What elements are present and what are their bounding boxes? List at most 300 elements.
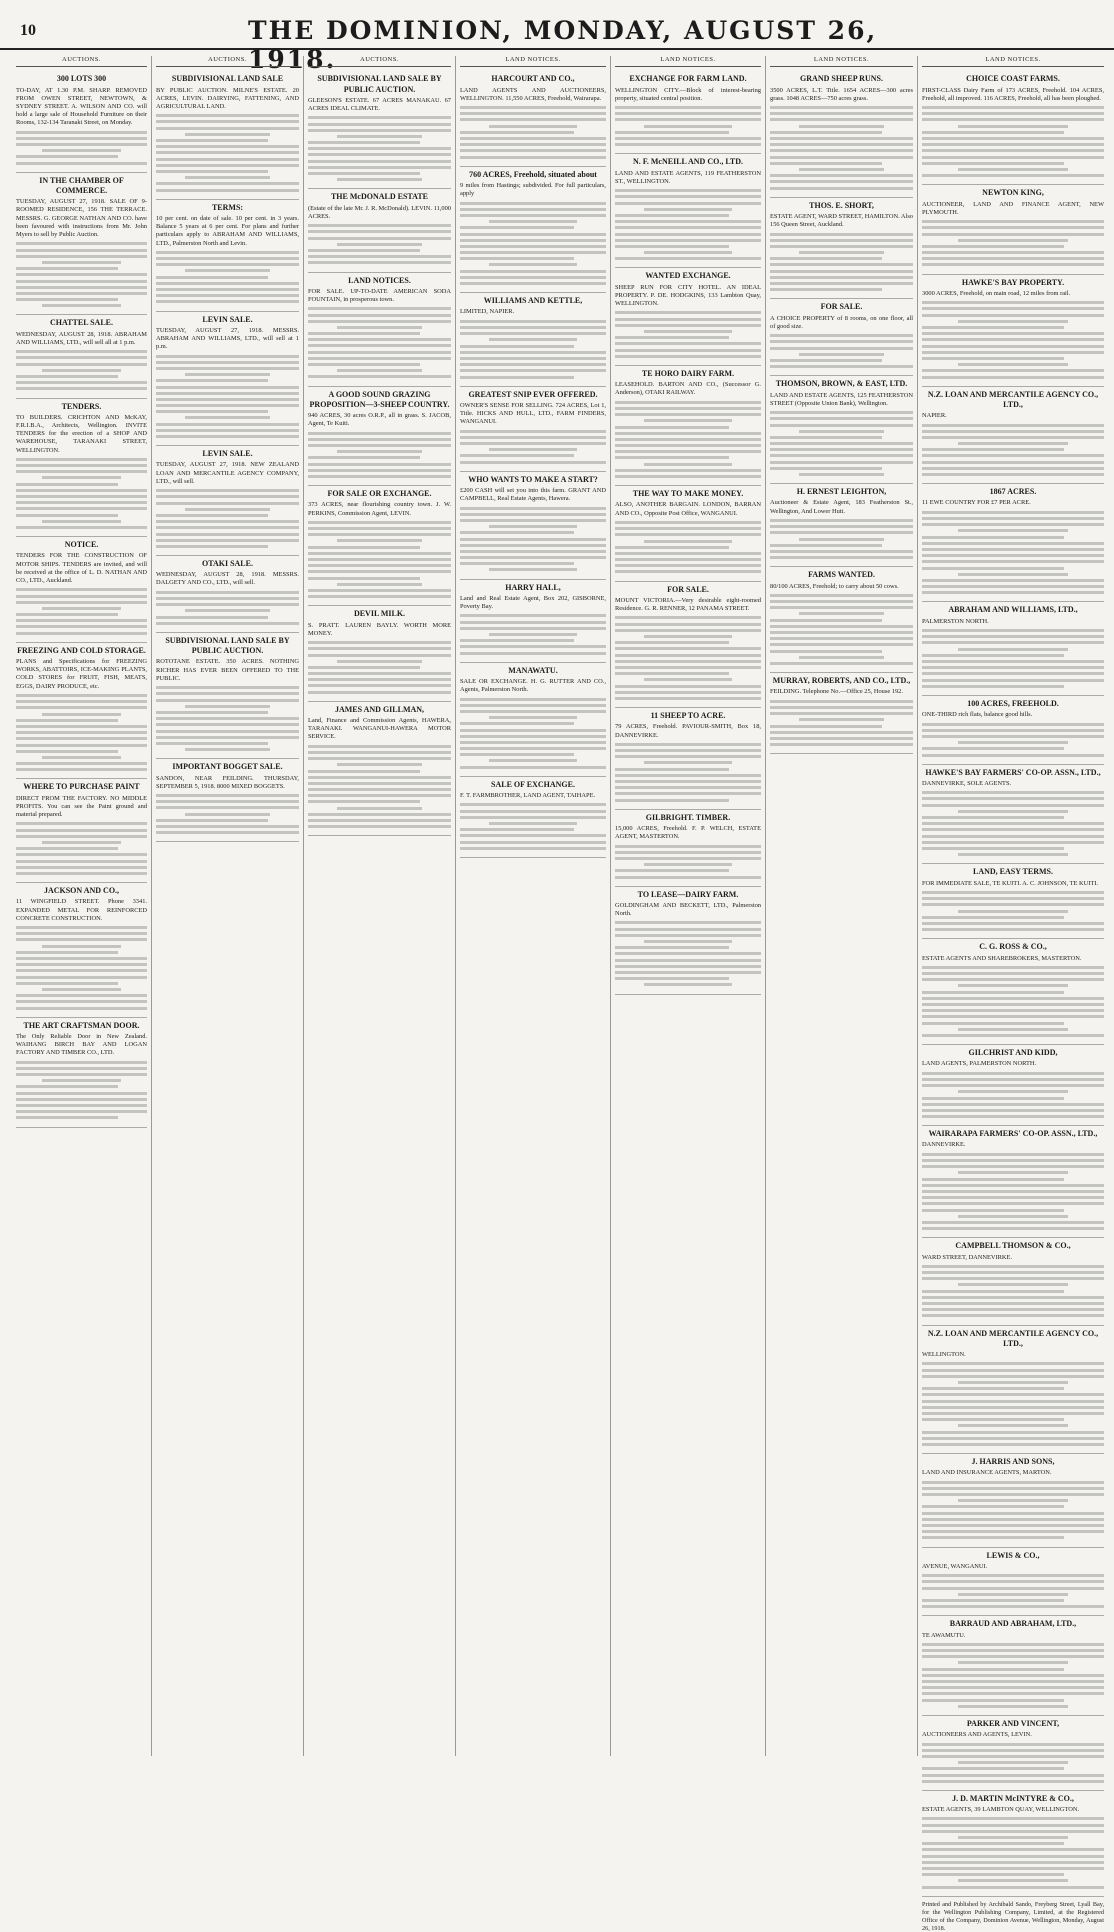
text-line	[770, 187, 913, 190]
text-line	[16, 464, 147, 467]
text-line	[460, 841, 606, 844]
ad-body: DANNEVIRKE, SOLE AGENTS.	[922, 779, 1012, 787]
text-line	[16, 860, 147, 863]
ad-heading: EXCHANGE FOR FARM LAND.	[629, 74, 747, 84]
text-line	[460, 556, 606, 559]
text-line	[42, 841, 121, 844]
text-line	[922, 841, 1104, 844]
ad-fine-print	[308, 521, 451, 598]
text-line	[922, 245, 1064, 248]
text-line	[42, 756, 121, 759]
text-line	[922, 997, 1104, 1000]
text-line	[156, 686, 299, 689]
ad-heading: N.Z. LOAN AND MERCANTILE AGENCY CO., LTD.,	[927, 1328, 1099, 1348]
ad-fine-print	[460, 320, 606, 379]
text-line	[16, 526, 147, 529]
advertisement	[460, 71, 606, 166]
text-line	[156, 355, 299, 358]
ad-body: WEDNESDAY, AUGUST 28, 1918. ABRAHAM AND WILLIAMS, LTD., will sell all at 1 p.m.	[16, 330, 147, 346]
text-line	[922, 548, 1104, 551]
text-line	[770, 365, 913, 368]
ad-fine-print	[460, 106, 606, 159]
column-6	[766, 56, 918, 1756]
text-line	[156, 361, 299, 364]
ad-body: ALSO, ANOTHER BARGAIN. LONDON, BARRAN AND CO., Opposite Post Office, WANGANUI.	[615, 501, 761, 517]
text-line	[156, 533, 299, 536]
ad-body: WEDNESDAY, AUGUST 28, 1918. MESSRS. DALGETY AND CO., LTD., will sell.	[156, 571, 299, 587]
text-line	[308, 261, 451, 264]
text-line	[460, 351, 606, 354]
column-4	[456, 56, 611, 1756]
text-line	[615, 533, 761, 536]
advertisement	[16, 883, 147, 1018]
advertisement	[922, 71, 1104, 185]
text-line	[615, 438, 761, 441]
text-line	[958, 320, 1067, 323]
text-line	[922, 1227, 1104, 1230]
text-line	[615, 413, 761, 416]
text-line	[922, 156, 1104, 159]
ad-body: LEASEHOLD. BARTON AND CO., (Successor G. Anderson), OTAKI RAILWAY.	[615, 381, 761, 397]
text-line	[156, 526, 299, 529]
ad-heading: IN THE CHAMBER OF COMMERCE.	[39, 175, 124, 196]
text-line	[156, 158, 299, 161]
text-line	[16, 619, 147, 622]
text-line	[770, 180, 913, 183]
text-line	[460, 214, 606, 217]
ad-heading: JAMES AND GILLMAN,	[334, 704, 425, 714]
text-line	[615, 189, 761, 192]
text-line	[308, 813, 451, 816]
ad-body: ESTATE AGENTS AND SHAREBROKERS, MASTERTON.	[922, 954, 1082, 962]
text-line	[16, 872, 147, 875]
ad-fine-print	[922, 301, 1104, 378]
text-line	[460, 729, 606, 732]
text-line	[460, 332, 606, 335]
text-line	[615, 749, 761, 752]
ad-fine-print	[615, 311, 761, 357]
text-line	[460, 614, 606, 617]
advertisement	[16, 643, 147, 780]
text-line	[922, 897, 1104, 900]
text-line	[922, 797, 1104, 800]
ad-body: TE AWAMUTU.	[922, 1631, 966, 1639]
text-line	[615, 654, 761, 657]
text-line	[922, 978, 1104, 981]
text-line	[308, 552, 451, 555]
text-line	[185, 705, 271, 708]
text-line	[16, 1061, 147, 1064]
ad-fine-print	[922, 629, 1104, 688]
advertisement	[615, 154, 761, 268]
text-line	[615, 311, 761, 314]
text-line	[922, 1202, 1104, 1205]
ad-fine-print	[16, 588, 147, 634]
advertisement	[615, 810, 761, 887]
text-line	[615, 755, 761, 758]
text-line	[308, 788, 451, 791]
text-line	[308, 344, 451, 347]
text-line	[489, 525, 577, 528]
ad-heading: NEWTON KING,	[982, 188, 1044, 198]
ad-heading: ABRAHAM AND WILLIAMS, LTD.,	[948, 605, 1078, 615]
ad-heading: HAWKE'S BAY FARMERS' CO-OP. ASSN., LTD.,	[925, 767, 1101, 777]
text-line	[922, 1668, 1064, 1671]
advertisement	[615, 486, 761, 581]
text-line	[308, 745, 451, 748]
advertisement	[460, 580, 606, 663]
ad-heading: FREEZING AND COLD STORAGE.	[17, 645, 146, 655]
text-line	[922, 1780, 1104, 1783]
text-line	[460, 828, 574, 831]
text-line	[922, 1749, 1104, 1752]
text-line	[770, 650, 882, 653]
text-line	[489, 263, 577, 266]
text-line	[16, 613, 118, 616]
text-line	[16, 625, 147, 628]
ad-body: NAPIER.	[922, 412, 947, 420]
text-line	[922, 723, 1104, 726]
text-line	[460, 357, 606, 360]
ad-heading: GREATEST SNIP EVER OFFERED.	[468, 389, 598, 399]
ad-body: LAND AND ESTATE AGENTS, 125 FEATHERSTON STREET (Opposite Union Bank), Wellington.	[770, 391, 913, 407]
ad-heading: THE ART CRAFTSMAN DOOR.	[23, 1020, 140, 1030]
advertisement	[615, 268, 761, 365]
text-line	[615, 245, 729, 248]
text-line	[958, 1761, 1067, 1764]
text-line	[770, 706, 913, 709]
text-line	[958, 648, 1067, 651]
text-line	[156, 520, 299, 523]
text-line	[460, 106, 606, 109]
text-line	[308, 770, 420, 773]
column-2	[152, 56, 304, 1756]
text-line	[308, 558, 451, 561]
text-line	[922, 1580, 1104, 1583]
text-line	[922, 791, 1104, 794]
text-line	[922, 1400, 1104, 1403]
advertisement	[460, 387, 606, 472]
advertisement	[615, 708, 761, 810]
text-line	[922, 517, 1104, 520]
text-line	[922, 162, 1064, 165]
text-line	[156, 263, 299, 266]
text-line	[308, 595, 451, 598]
text-line	[615, 137, 761, 140]
text-line	[16, 273, 147, 276]
text-line	[16, 976, 147, 979]
text-line	[16, 731, 147, 734]
ad-body: LAND AND ESTATE AGENTS, 119 FEATHERSTON ST., WELLINGTON.	[615, 169, 761, 185]
ad-heading: TENDERS.	[61, 401, 102, 411]
text-line	[16, 507, 147, 510]
text-line	[308, 647, 451, 650]
text-line	[958, 1090, 1067, 1093]
text-line	[770, 417, 913, 420]
text-line	[922, 804, 1104, 807]
text-line	[770, 359, 882, 362]
text-line	[16, 994, 147, 997]
text-line	[308, 123, 451, 126]
text-line	[308, 794, 451, 797]
newspaper-columns	[12, 56, 1108, 1932]
text-line	[770, 257, 882, 260]
text-line	[922, 1034, 1104, 1037]
advertisement	[922, 1326, 1104, 1454]
text-line	[156, 398, 299, 401]
text-line	[460, 562, 574, 565]
text-line	[799, 656, 885, 659]
text-line	[460, 326, 606, 329]
ad-fine-print	[922, 966, 1104, 1037]
column-header: LAND NOTICES.	[770, 56, 913, 67]
text-line	[460, 137, 606, 140]
text-line	[922, 112, 1104, 115]
text-line	[922, 106, 1104, 109]
text-line	[42, 261, 121, 264]
text-line	[922, 835, 1104, 838]
ad-heading: HARCOURT AND CO.,	[491, 74, 575, 84]
text-line	[16, 706, 147, 709]
text-line	[770, 556, 913, 559]
text-line	[922, 1767, 1064, 1770]
text-line	[460, 531, 574, 534]
text-line	[185, 416, 271, 419]
text-line	[308, 527, 451, 530]
column-header: LAND NOTICES.	[460, 56, 606, 67]
text-line	[922, 922, 1104, 925]
ad-heading: SALE OF EXCHANGE.	[491, 779, 575, 789]
text-line	[337, 583, 423, 586]
text-line	[42, 520, 121, 523]
text-line	[922, 1209, 1064, 1212]
text-line	[922, 1873, 1064, 1876]
text-line	[460, 376, 574, 379]
text-line	[460, 369, 606, 372]
text-line	[460, 810, 606, 813]
text-line	[308, 444, 451, 447]
text-line	[922, 220, 1104, 223]
ad-heading: TE HORO DAIRY FARM.	[641, 368, 735, 378]
ad-heading: LEVIN SALE.	[202, 449, 253, 459]
text-line	[922, 338, 1104, 341]
text-line	[922, 1443, 1104, 1446]
text-line	[460, 345, 574, 348]
ad-body: FIRST-CLASS Dairy Farm of 173 ACRES, Freehold. 104 ACRES, Freehold, all improved. 116 ACRES, Freehold, all has been ploughed.	[922, 86, 1104, 102]
ad-heading: HAWKE'S BAY PROPERTY.	[961, 277, 1065, 287]
ad-body: 940 ACRES, 30 acres O.R.P., all in grass. S. JACOB, Agent, Te Kuiti.	[308, 412, 451, 428]
ad-heading: THOMSON, BROWN, & EAST, LTD.	[775, 379, 908, 389]
text-line	[615, 768, 729, 771]
text-line	[770, 442, 913, 445]
advertisement	[308, 387, 451, 487]
ad-body: (Estate of the late Mr. J. R. McDonald). LEVIN. 11,000 ACRES.	[308, 204, 451, 220]
text-line	[922, 461, 1104, 464]
advertisement	[156, 71, 299, 199]
ad-fine-print	[615, 521, 761, 574]
text-line	[644, 463, 732, 466]
text-line	[770, 725, 882, 728]
text-line	[460, 454, 574, 457]
text-line	[489, 759, 577, 762]
text-line	[958, 984, 1067, 987]
column-header: AUCTIONS.	[16, 56, 147, 67]
text-line	[644, 330, 732, 333]
text-line	[922, 263, 1104, 266]
text-line	[770, 631, 913, 634]
text-line	[156, 257, 299, 260]
text-line	[16, 280, 147, 283]
text-line	[615, 355, 761, 358]
ad-body: 10 per cent. on date of sale. 10 per cent. in 3 years. Balance 5 years at 6 per cent. For plans and further particulars apply to ABRAHAM AND WILLIAMS, LTD., Palmerston North and Levin.	[156, 214, 299, 247]
text-line	[16, 292, 147, 295]
ad-body: PLANS and Specifications for FREEZING WORKS, ABATTOIRS, ICE-MAKING PLANTS, COLD STORES for FRUIT, FISH, MEATS, EGGS, DAIRY PRODUCE, etc.	[16, 658, 147, 690]
text-line	[922, 1512, 1104, 1515]
ad-fine-print	[460, 202, 606, 285]
text-line	[16, 847, 118, 850]
text-line	[770, 606, 913, 609]
ad-body: DANNEVIRKE.	[922, 1141, 966, 1149]
text-line	[615, 876, 761, 879]
text-line	[16, 375, 118, 378]
text-line	[16, 249, 147, 252]
ad-heading: FARMS WANTED.	[808, 570, 875, 580]
text-line	[922, 1855, 1104, 1858]
text-line	[770, 712, 913, 715]
ad-body: WELLINGTON CITY.—Block of interest-bearing property, situated central position.	[615, 86, 761, 102]
text-line	[308, 320, 451, 323]
text-line	[337, 539, 423, 542]
ad-body: TO BUILDERS. CRICHTON AND McKAY, F.R.I.B.A., Architects, Wellington. INVITE TENDERS for the erection of a SHOP AND WAREHOUSE, TARANAKI STREET, WELLINGTON.	[16, 413, 147, 454]
advertisement	[16, 315, 147, 398]
text-line	[489, 716, 577, 719]
text-line	[308, 338, 451, 341]
ad-body: OWNER'S SENSE FOR SELLING. 724 ACRES, Lot 1, Title. HICKS AND HULL, LTD., FARM FINDERS, WANGANUI.	[460, 401, 606, 426]
text-line	[958, 1499, 1067, 1502]
text-line	[156, 723, 299, 726]
page-number: 10	[20, 22, 36, 39]
ad-fine-print	[615, 189, 761, 260]
text-line	[156, 435, 299, 438]
text-line	[615, 318, 761, 321]
ad-body: FEILDING. Telephone No.—Office 25, House 192.	[770, 688, 903, 696]
text-line	[770, 700, 913, 703]
text-line	[958, 239, 1067, 242]
text-line	[460, 766, 606, 769]
text-line	[460, 131, 574, 134]
text-line	[922, 149, 1104, 152]
text-line	[922, 314, 1104, 317]
text-line	[460, 226, 574, 229]
text-line	[922, 345, 1104, 348]
text-line	[156, 806, 299, 809]
text-line	[799, 168, 885, 171]
text-line	[16, 495, 147, 498]
text-line	[460, 741, 606, 744]
text-line	[460, 202, 606, 205]
text-line	[185, 508, 271, 511]
text-line	[156, 127, 299, 130]
text-line	[16, 489, 147, 492]
text-line	[770, 118, 913, 121]
text-line	[770, 131, 882, 134]
ad-body: 15,000 ACRES, Freehold. F. P. WELCH, ESTATE AGENT, MASTERTON.	[615, 825, 761, 841]
text-line	[156, 120, 299, 123]
text-line	[958, 1879, 1067, 1882]
text-line	[922, 448, 1064, 451]
column-header: LAND NOTICES.	[615, 56, 761, 67]
text-line	[16, 938, 147, 941]
text-line	[16, 853, 147, 856]
advertisement	[156, 556, 299, 633]
text-line	[308, 147, 451, 150]
text-line	[922, 369, 1104, 372]
text-line	[42, 945, 121, 948]
text-line	[922, 1375, 1104, 1378]
text-line	[615, 774, 761, 777]
text-line	[337, 178, 423, 181]
text-line	[615, 226, 761, 229]
advertisement	[922, 1616, 1104, 1716]
text-line	[799, 353, 885, 356]
text-line	[16, 866, 147, 869]
text-line	[922, 332, 1104, 335]
text-line	[156, 114, 299, 117]
text-line	[922, 251, 1104, 254]
text-line	[156, 300, 299, 303]
text-line	[770, 282, 913, 285]
ad-body: TUESDAY, AUGUST 27, 1918. NEW ZEALAND LOAN AND MERCANTILE AGENCY COMPANY, LTD., will sell.	[156, 461, 299, 485]
text-line	[615, 672, 729, 675]
text-line	[460, 803, 606, 806]
advertisement	[770, 299, 913, 376]
text-line	[42, 369, 121, 372]
text-line	[922, 1015, 1104, 1018]
text-line	[770, 106, 913, 109]
ad-body: F. T. FARMBROTHER, LAND AGENT, TAIHAPE.	[460, 792, 596, 800]
text-line	[16, 470, 147, 473]
text-line	[770, 461, 913, 464]
text-line	[770, 643, 913, 646]
ad-body: GOLDINGHAM AND BECKETT, LTD., Palmerston North.	[615, 901, 761, 918]
text-line	[922, 511, 1104, 514]
ad-fine-print	[16, 1061, 147, 1120]
text-line	[922, 685, 1064, 688]
ad-heading: N. F. McNEILL AND CO., LTD.	[632, 157, 744, 167]
text-line	[16, 155, 118, 158]
text-line	[922, 1190, 1104, 1193]
text-line	[922, 672, 1104, 675]
text-line	[958, 910, 1067, 913]
text-line	[308, 691, 451, 694]
text-line	[308, 751, 451, 754]
text-line	[16, 1067, 147, 1070]
ad-fine-print	[460, 507, 606, 572]
ad-body: The Only Reliable Door in New Zealand. WAIHANG BIRCH BAY AND LOGAN FACTORY AND TIMBER CO., LTD.	[16, 1032, 147, 1057]
ad-fine-print	[770, 519, 913, 559]
text-line	[16, 483, 118, 486]
advertisement	[770, 567, 913, 673]
text-line	[958, 853, 1067, 856]
ad-heading: J. D. MARTIN McINTYRE & CO.,	[952, 1793, 1074, 1803]
ad-body: A CHOICE PROPERTY of 8 rooms, on one floor, all of good size.	[770, 314, 913, 330]
text-line	[16, 1007, 147, 1010]
ad-body: DIRECT FROM THE FACTORY. NO MIDDLE PROFITS. You can see the Paint ground and material prepared.	[16, 794, 147, 819]
ad-heading: 100 ACRES, FREEHOLD.	[967, 698, 1059, 708]
ad-fine-print	[922, 424, 1104, 477]
ad-body: Auctioneer & Estate Agent, 183 Featherston St., Wellington, And Lower Hutt.	[770, 499, 913, 515]
text-line	[922, 536, 1064, 539]
